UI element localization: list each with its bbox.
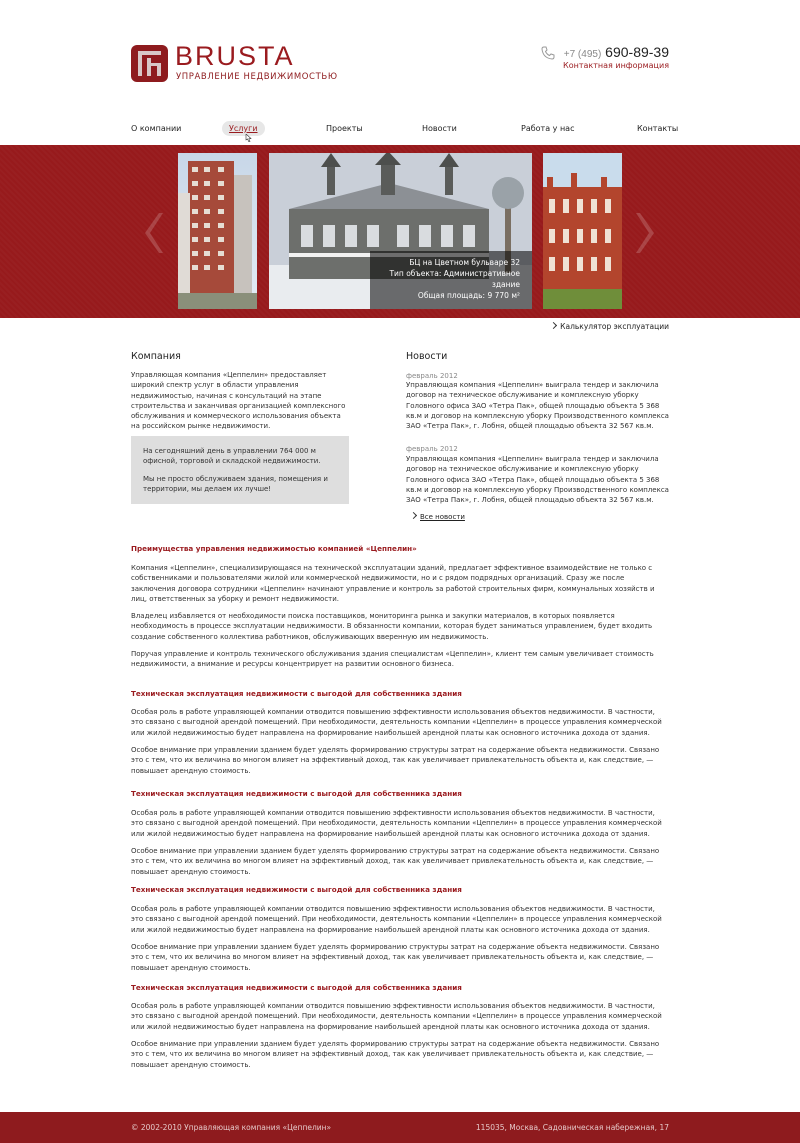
logo-word: BRUSTA (175, 41, 295, 71)
phone-number: +7 (495) 690-89-39 (563, 44, 669, 60)
nav-item-projects[interactable]: Проекты (326, 124, 363, 133)
paragraph: Компания «Цеппелин», специализирующаяся на технической эксплуатации зданий, предлагает эффективное взаимодействие не только с собственниками и пользователями жилой или коммерческой недвижимости, но и с рядом подрядных организаций. Сразу же после заключения договора сотрудники «Цеппелин» начинают управление и контроль за работой строительных фирм, коммунальных хозяйств и лиц, ответственных за уборку и ремонт недвижимости. (131, 564, 655, 603)
company-text: Управляющая компания «Цеппелин» предоставляет широкий спектр услуг в области управления недвижимостью, начиная с консультаций на этапе строительства и заканчивая организацией комплексного обслуживания и коммерческого использования объекта на российском рынке недвижимости. (131, 371, 346, 431)
chevron-right-icon (410, 512, 417, 519)
tower-building-image (178, 153, 257, 309)
news-title: Новости (406, 351, 448, 362)
section-title: Техническая эксплуатация недвижимости с выгодой для собственника здания (131, 885, 462, 894)
nav-item-about[interactable]: О компании (131, 124, 182, 133)
paragraph: Особое внимание при управлении зданием будет уделять формированию структуры затрат на содержание объекта недвижимости. Связано это с тем, что их величина во многом влияет на эффективный доход, так как увеличивает привлекательность объекта и, как следствие, — повышает арендную стоимость. (131, 943, 660, 972)
phone-icon (541, 46, 555, 60)
all-news-link[interactable]: Все новости (411, 513, 465, 521)
logo-subtitle: УПРАВЛЕНИЕ НЕДВИЖИМОСТЬЮ (176, 72, 338, 82)
slide-photo-palace[interactable] (543, 153, 622, 309)
slide-photo-main[interactable] (269, 153, 532, 309)
paragraph: Особая роль в работе управляющей компании отводится повышению эффективности использования объектов недвижимости. В частности, это связано с выгодной арендой помещений. При необходимости, деятельность компании «Цеппелин» в процессе управления коммерческой или жилой недвижимостью будет направлена на формирование наибольшей арендной платы как основного источника дохода от здания. (131, 905, 662, 934)
copyright: © 2002-2010 Управляющая компания «Цеппелин» (131, 1123, 332, 1132)
slider-next-arrow-icon[interactable] (636, 211, 658, 255)
footer (0, 1112, 800, 1143)
news-date: февраль 2012 (406, 445, 458, 453)
section-title: Техническая эксплуатация недвижимости с выгодой для собственника здания (131, 983, 462, 992)
paragraph: Особое внимание при управлении зданием будет уделять формированию структуры затрат на содержание объекта недвижимости. Связано это с тем, что их величина во многом влияет на эффективный доход, так как увеличивает привлекательность объекта и, как следствие, — повышает арендную стоимость. (131, 746, 660, 775)
stats-box (131, 436, 349, 504)
calculator-link[interactable]: Калькулятор эксплуатации (551, 322, 669, 331)
contact-info-link[interactable]: Контактная информация (563, 61, 669, 70)
stats-text: На сегодняшний день в управлении 764 000 м офисной, торговой и складской недвижимости. (143, 447, 321, 466)
main-nav (131, 120, 679, 140)
logo[interactable] (131, 41, 338, 85)
red-brick-palace-image (543, 153, 622, 309)
news-text[interactable]: Управляющая компания «Цеппелин» выиграла тендер и заключила договор на техническое обслуживание и комплексную уборку Головного офиса ЗАО «Тетра Пак», общей площадью объекта 5 368 кв.м и договор на комплексную уборку Производственного комплекса ЗАО «Тетра Пак», г. Лобня, общей площадью объекта 32 567 кв.м. (406, 381, 669, 431)
chevron-right-icon (550, 322, 557, 329)
address: 115035, Москва, Садовническая набережная, 17 (475, 1123, 669, 1132)
section-title: Техническая эксплуатация недвижимости с выгодой для собственника здания (131, 789, 462, 798)
paragraph: Особая роль в работе управляющей компании отводится повышению эффективности использования объектов недвижимости. В частности, это связано с выгодной арендой помещений. При необходимости, деятельность компании «Цеппелин» в процессе управления коммерческой или жилой недвижимостью будет направлена на формирование наибольшей арендной платы как основного источника дохода от здания. (131, 809, 662, 838)
paragraph: Владелец избавляется от необходимости поиска поставщиков, мониторинга рынка и закупки материалов, в которых появляется необходимость в процессе эксплуатации недвижимости. В обязанности компании, которая будет заниматься управлением, будет входить создание собственного коллектива работников, обслуживающих вверенную им недвижимость. (131, 612, 653, 641)
pointer-cursor-icon (244, 134, 252, 142)
company-title: Компания (131, 351, 181, 362)
slide-photo-tower[interactable] (178, 153, 257, 309)
paragraph: Особое внимание при управлении зданием будет уделять формированию структуры затрат на содержание объекта недвижимости. Связано это с тем, что их величина во многом влияет на эффективный доход, так как увеличивает привлекательность объекта и, как следствие, — повышает арендную стоимость. (131, 847, 660, 876)
slider-prev-arrow-icon[interactable] (141, 211, 163, 255)
paragraph: Особая роль в работе управляющей компании отводится повышению эффективности использования объектов недвижимости. В частности, это связано с выгодной арендой помещений. При необходимости, деятельность компании «Цеппелин» в процессе управления коммерческой или жилой недвижимостью будет направлена на формирование наибольшей арендной платы как основного источника дохода от здания. (131, 708, 662, 737)
nav-item-contacts[interactable]: Контакты (637, 124, 679, 133)
paragraph: Особая роль в работе управляющей компании отводится повышению эффективности использования объектов недвижимости. В частности, это связано с выгодной арендой помещений. При необходимости, деятельность компании «Цеппелин» в процессе управления коммерческой или жилой недвижимостью будет направлена на формирование наибольшей арендной платы как основного источника дохода от здания. (131, 1002, 662, 1031)
motto-text: Мы не просто обслуживаем здания, помещения и территории, мы делаем их лучше! (143, 475, 328, 494)
slide-caption: БЦ на Цветном бульваре 32 Тип объекта: Административное здание Общая площадь: 9 770 м² (370, 251, 532, 309)
section-title: Техническая эксплуатация недвижимости с выгодой для собственника здания (131, 689, 462, 698)
nav-item-news[interactable]: Новости (422, 124, 457, 133)
news-text[interactable]: Управляющая компания «Цеппелин» выиграла тендер и заключила договор на техническое обслуживание и комплексную уборку Головного офиса ЗАО «Тетра Пак», общей площадью объекта 5 368 кв.м и договор на комплексную уборку Производственного комплекса ЗАО «Тетра Пак», г. Лобня, общей площадью объекта 32 567 кв.м. (406, 455, 669, 505)
nav-item-services[interactable]: Услуги (222, 121, 265, 136)
nav-item-jobs[interactable]: Работа у нас (521, 124, 575, 133)
phone-block (563, 44, 669, 70)
logo-mark-icon (131, 45, 168, 82)
paragraph: Поручая управление и контроль технического обслуживания здания специалистам «Цеппелин», клиент тем самым увеличивает стоимость недвижимости, а внимание и ресурсы концентрирует на развитии основного бизнеса. (131, 650, 654, 669)
advantages-title: Преимущества управления недвижимостью компанией «Цеппелин» (131, 544, 417, 553)
project-slider (0, 145, 800, 318)
news-date: февраль 2012 (406, 372, 458, 380)
paragraph: Особое внимание при управлении зданием будет уделять формированию структуры затрат на содержание объекта недвижимости. Связано это с тем, что их величина во многом влияет на эффективный доход, так как увеличивает привлекательность объекта и, как следствие, — повышает арендную стоимость. (131, 1040, 660, 1069)
